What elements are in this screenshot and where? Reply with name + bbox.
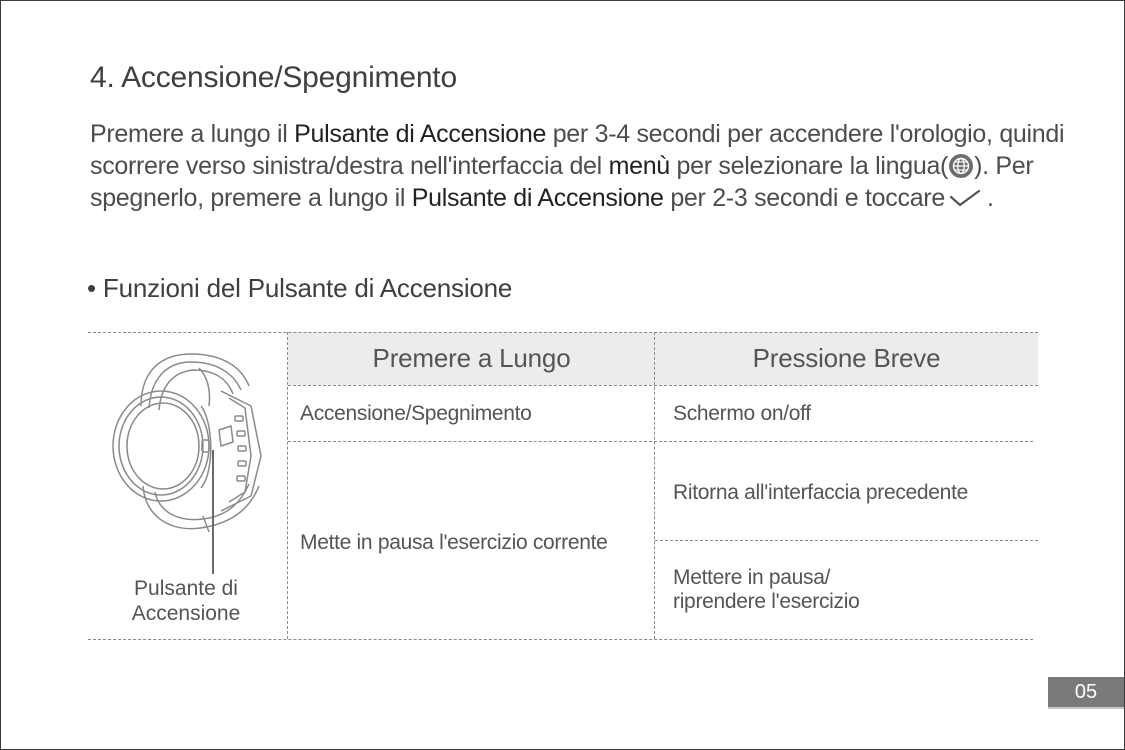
functions-subheading: • Funzioni del Pulsante di Accensione [87, 273, 513, 303]
cell-short-row2a: Ritorna all'interfaccia precedente [673, 481, 968, 504]
table-bottom-border [88, 639, 1033, 640]
cell-short-row2b-line2: riprendere l'esercizio [673, 590, 860, 613]
checkmark-icon [949, 184, 981, 216]
intro-bold-menu: menù [608, 152, 670, 180]
section-heading: 4. Accensione/Spegnimento [90, 61, 457, 94]
smartwatch-illustration [101, 346, 276, 576]
power-button-label-line1: Pulsante di [134, 577, 238, 600]
row1-bottom-border [288, 441, 1033, 442]
intro-text-4: ). Per spegnerlo, premere a lungo il [90, 152, 1034, 212]
cell-long-row2: Mette in pausa l'esercizio corrente [300, 531, 608, 554]
column-header-long-press: Premere a Lungo [372, 343, 571, 373]
intro-text-1: Premere a lungo il [90, 120, 295, 148]
cell-long-row1: Accensione/Spegnimento [300, 402, 532, 425]
intro-text-5: per 2-3 secondi e toccare [663, 184, 945, 212]
intro-bold-power-button: Pulsante di Accensione [294, 120, 547, 148]
intro-bold-power-button-2: Pulsante di Accensione [411, 184, 664, 212]
power-button-label [111, 576, 261, 626]
intro-paragraph [90, 118, 1080, 216]
cell-short-row2b [673, 566, 860, 614]
header-bottom-border [288, 385, 1038, 386]
table-top-border [88, 332, 1038, 333]
column-header-short-press: Pressione Breve [752, 343, 941, 373]
cell-short-row2b-line1: Mettere in pausa/ [673, 566, 831, 589]
globe-icon [949, 154, 973, 178]
power-button-label-line2: Accensione [131, 602, 241, 625]
intro-text-3: per selezionare la lingua( [669, 152, 949, 180]
intro-text-6: . [986, 184, 994, 212]
page-number: 05 [1048, 677, 1124, 707]
column-divider-1 [287, 332, 288, 639]
intro-text-2: per 3-4 secondi per accendere l'orologio, quindi scorrere verso sinistra/destra nell'interfaccia del [90, 120, 1065, 180]
cell-short-row1: Schermo on/off [673, 402, 811, 425]
page-number-underline [1048, 707, 1124, 709]
column-divider-2 [654, 332, 655, 639]
row2-split-border [655, 540, 1038, 541]
